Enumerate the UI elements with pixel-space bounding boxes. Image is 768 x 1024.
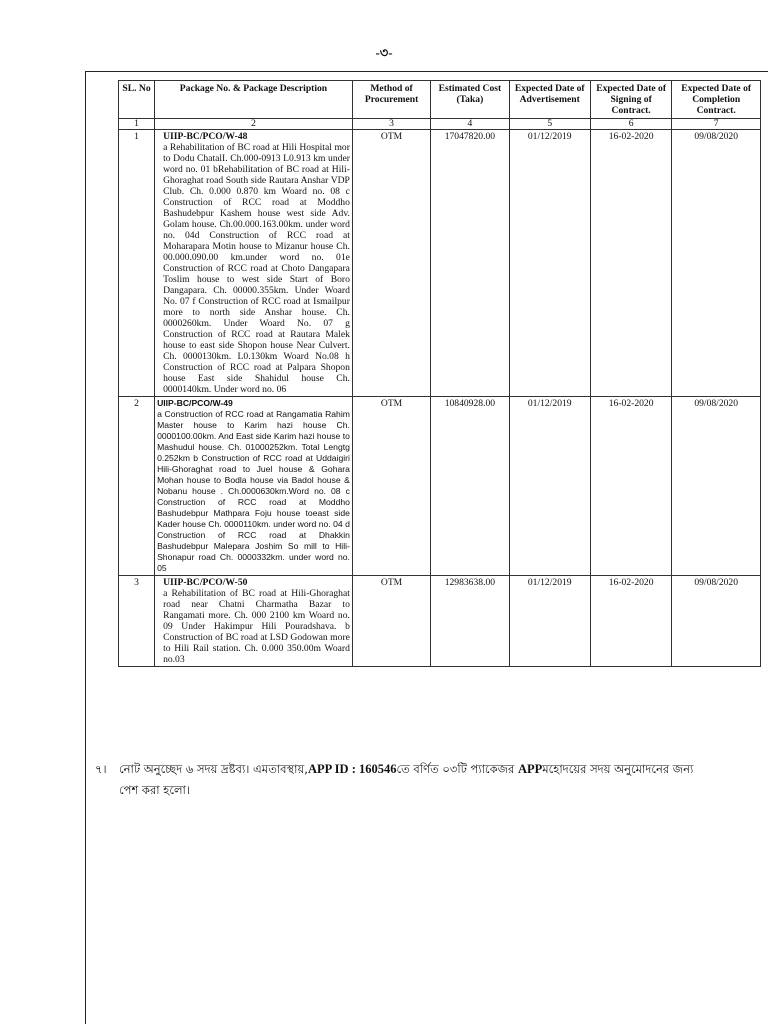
- signing-date-cell: 16-02-2020: [590, 576, 671, 667]
- frame-left-border: [85, 71, 86, 1024]
- signing-date-cell: 16-02-2020: [590, 397, 671, 576]
- completion-date-cell: 09/08/2020: [672, 397, 761, 576]
- completion-date-cell: 09/08/2020: [672, 576, 761, 667]
- method-cell: OTM: [352, 576, 430, 667]
- package-description: a Rehabilitation of BC road at Hili-Ghoraghat road near Chatni Charmatha Bazar to Rangamati more. Ch. 000 2100 km Woard no. 09 Under Hakimpur Hili Pouradshava. b Construction of BC road at LSD Godowan more to Hili Rail station. Ch. 0.000 350.00m Woard no.03: [163, 588, 350, 665]
- footnote-text-middle: তে বর্ণিত ০৩টি প্যাকেজর: [396, 762, 515, 776]
- footnote-text-before: নোট অনুচ্ছেদ ৬ সদয় দ্রষ্টব্য। এমতাবস্থায়,: [119, 762, 308, 776]
- footnote-paragraph: [95, 759, 735, 801]
- package-cell: [155, 397, 353, 576]
- header-advertisement: Expected Date of Advertisement: [509, 81, 590, 119]
- sl-cell: 2: [119, 397, 155, 576]
- header-package: Package No. & Package Description: [155, 81, 353, 119]
- table-row: [119, 130, 761, 397]
- package-number: UIIP-BC/PCO/W-50: [163, 577, 248, 588]
- method-cell: OTM: [352, 130, 430, 397]
- sl-cell: 3: [119, 576, 155, 667]
- package-description: a Rehabilitation of BC road at Hili Hospital mor to Dodu ChatalI. Ch.000-0913 L0.913 km under word no. 01 bRehabilitation of BC road at Hili-Ghoraghat road South side Rautara Anshar VDP Club. Ch. 0.000 0.870 km Woard no. 08 c Construction of RCC road at Moddho Bashudebpur Kashem house west side Adv. Golam house. Ch.00.000.163.00km. under word no. 04d Construction of RCC road at Moharapara Motin house to Mizanur house Ch. 00.000.090.00 km.under word no. 01e Construction of RCC road at Choto Dangapara Toslim house to west side Start of Boro Dangapara. Ch. 00000.355km. Under Woard No. 07 f Construction of RCC road at Ismailpur more to north side Anshar house. Ch. 0000260km. Under Woard No. 07 g Construction of RCC road at Rautara Malek house to east side Shopon house Near Culvert. Ch. 0000130km. L0.130km Woard No.08 h Construction of RCC road at Palpara Shopon house East side Shahidul house Ch. 0000140km. Under word no. 06: [163, 142, 350, 395]
- package-cell: [155, 576, 353, 667]
- footnote-number: ৭।: [95, 762, 107, 776]
- package-cell: [155, 130, 353, 397]
- column-number-row: [119, 119, 761, 130]
- package-number: UIIP-BC/PCO/W-48: [163, 131, 248, 142]
- completion-date-cell: 09/08/2020: [672, 130, 761, 397]
- frame-top-border: [85, 71, 768, 72]
- column-number: 5: [509, 119, 590, 130]
- column-number: 2: [155, 119, 353, 130]
- column-number: 7: [672, 119, 761, 130]
- advertisement-date-cell: 01/12/2019: [509, 130, 590, 397]
- footnote-line-2: পেশ করা হলো।: [119, 783, 190, 797]
- table-row: [119, 397, 761, 576]
- signing-date-cell: 16-02-2020: [590, 130, 671, 397]
- advertisement-date-cell: 01/12/2019: [509, 397, 590, 576]
- package-table: [118, 80, 761, 667]
- page-number: -৩-: [375, 45, 393, 60]
- footnote-text-after: মহোদয়ের সদয় অনুমোদনের জন্য: [542, 762, 694, 776]
- header-completion: Expected Date of Completion Contract.: [672, 81, 761, 119]
- footnote-app-word: APP: [517, 762, 543, 776]
- column-number: 1: [119, 119, 155, 130]
- sl-cell: 1: [119, 130, 155, 397]
- header-cost: Estimated Cost (Taka): [431, 81, 509, 119]
- header-method: Method of Procurement: [352, 81, 430, 119]
- method-cell: OTM: [352, 397, 430, 576]
- header-signing: Expected Date of Signing of Contract.: [590, 81, 671, 119]
- advertisement-date-cell: 01/12/2019: [509, 576, 590, 667]
- package-number: UIIP-BC/PCO/W-49: [157, 398, 233, 408]
- cost-cell: 10840928.00: [431, 397, 509, 576]
- column-number: 4: [431, 119, 509, 130]
- column-number: 6: [590, 119, 671, 130]
- header-sl: SL. No: [119, 81, 155, 119]
- cost-cell: 17047820.00: [431, 130, 509, 397]
- column-number: 3: [352, 119, 430, 130]
- footnote-app-id: APP ID : 160546: [307, 762, 397, 776]
- table-row: [119, 576, 761, 667]
- package-description: a Construction of RCC road at Rangamatia Rahim Master house to Karim hazi house Ch. 0000100.00km. And East side Karim hazi house to Mashudul house. Ch. 01000252km. Total Lengtg 0.252km b Construction of RCC road at Uddaigiri Hili-Ghoraghat road to Juel house & Gohara Mohan house to Bodla house via Badol house & Nobanu house . Ch.0000630km.Word no. 08 c Construction of RCC road at Moddho Bashudebpur Mathpara Foju house toeast side Kader house Ch. 0000110km. under word no. 04 d Construction of RCC road at Dhakkin Bashudebpur Malepara Joshim So mill to Hili-Shonapur road Ch. 0000332km. under word no. 05: [157, 409, 350, 573]
- header-row: [119, 81, 761, 119]
- cost-cell: 12983638.00: [431, 576, 509, 667]
